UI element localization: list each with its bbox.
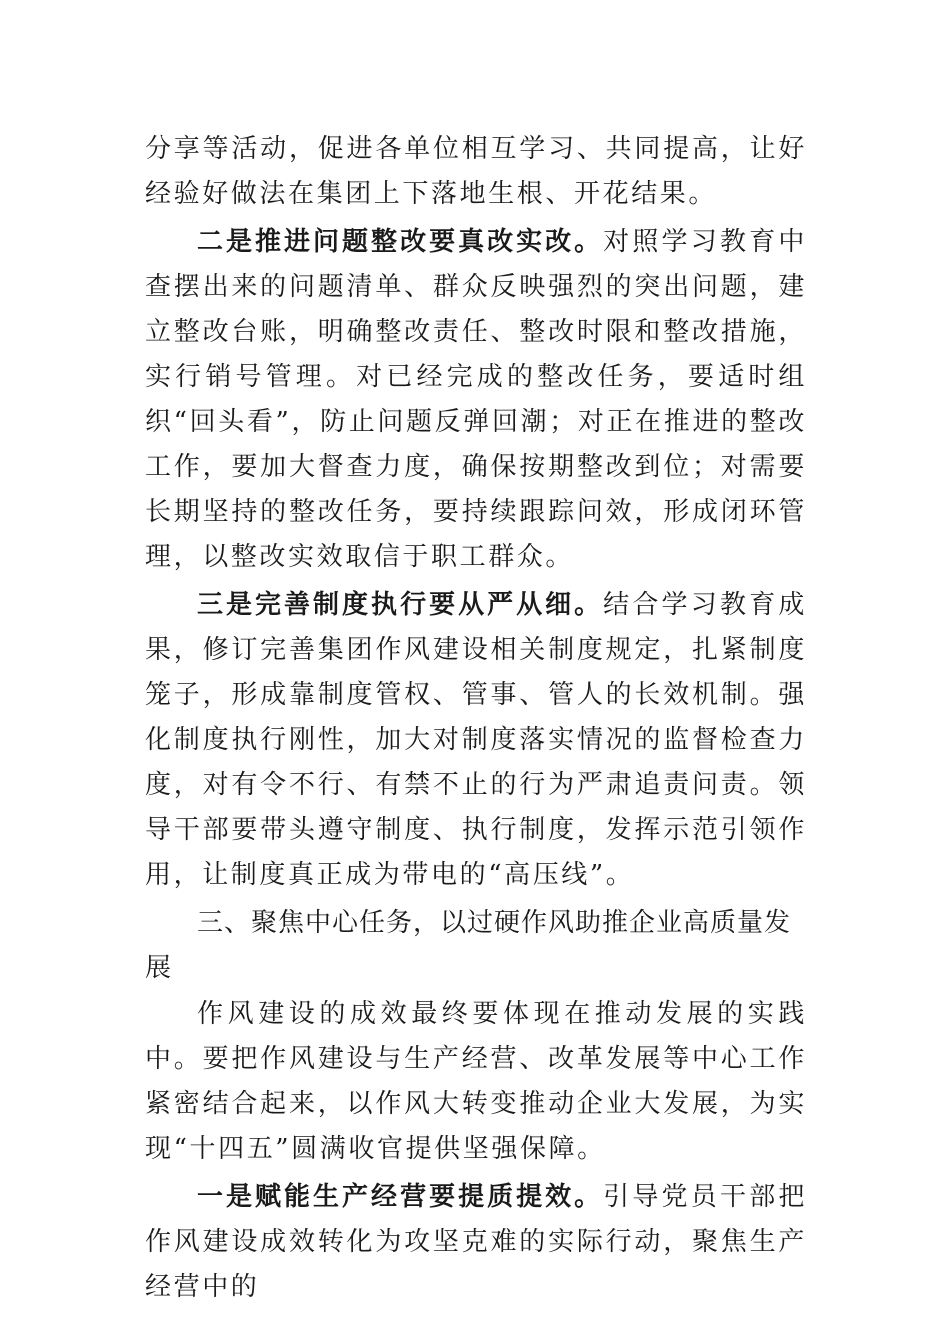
- paragraph-lead: 三是完善制度执行要从严从细。: [197, 590, 604, 620]
- paragraph-text: 分享等活动，促进各单位相互学习、共同提高，让好经验好做法在集团上下落地生根、开花结果。: [145, 134, 807, 209]
- paragraph-text: 对照学习教育中查摆出来的问题清单、群众反映强烈的突出问题，建立整改台账，明确整改责任、整改时限和整改措施，实行销号管理。对已经完成的整改任务，要适时组织“回头看”，防止问题反弹回潮；对正在推进的整改工作，要加大督查力度，确保按期整改到位；对需要长期坚持的整改任务，要持续跟踪问效，形成闭环管理，以整改实效取信于职工群众。: [145, 227, 807, 572]
- section-heading-text: 三、聚焦中心任务，以过硬作风助推企业高质量发展: [145, 908, 792, 983]
- paragraph-text: 结合学习教育成果，修订完善集团作风建设相关制度规定，扎紧制度笼子，形成靠制度管权、管事、管人的长效机制。强化制度执行刚性，加大对制度落实情况的监督检查力度，对有令不行、有禁不止的行为严肃追责问责。领导干部要带头遵守制度、执行制度，发挥示范引领作用，让制度真正成为带电的“高压线”。: [145, 590, 807, 890]
- paragraph-production: [145, 1175, 807, 1310]
- paragraph-rectification: [145, 220, 807, 580]
- paragraph-continuation: [145, 127, 807, 217]
- paragraph-institution: [145, 583, 807, 898]
- paragraph-lead: 二是推进问题整改要真改实改。: [197, 227, 604, 257]
- paragraph-lead: 一是赋能生产经营要提质提效。: [197, 1182, 604, 1212]
- paragraph-text: 作风建设的成效最终要体现在推动发展的实践中。要把作风建设与生产经营、改革发展等中心工作紧密结合起来，以作风大转变推动企业大发展，为实现“十四五”圆满收官提供坚强保障。: [145, 999, 807, 1164]
- section-heading: [145, 901, 807, 991]
- document-page: [145, 127, 807, 1310]
- paragraph-text: 引导党员干部把作风建设成效转化为攻坚克难的实际行动，聚焦生产经营中的: [145, 1182, 807, 1302]
- paragraph-intro: [145, 992, 807, 1172]
